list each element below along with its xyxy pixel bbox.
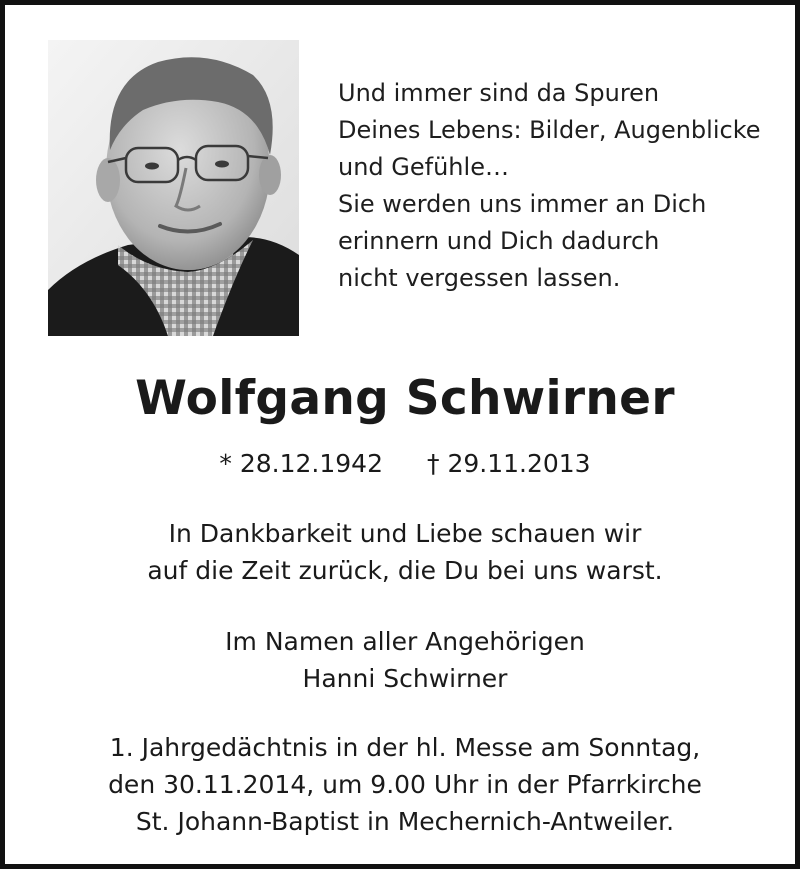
memorial-poem <box>338 75 778 297</box>
portrait-photo <box>48 40 299 336</box>
family-line: Im Namen aller Angehörigen <box>225 627 585 656</box>
life-dates <box>5 449 800 478</box>
mass-line: den 30.11.2014, um 9.00 Uhr in der Pfarrkirche <box>108 770 702 799</box>
birth-date: * 28.12.1942 <box>219 449 383 478</box>
poem-line: nicht vergessen lassen. <box>338 264 621 292</box>
memorial-mass-notice <box>5 729 800 840</box>
poem-line: erinnern und Dich dadurch <box>338 227 660 255</box>
gratitude-line: auf die Zeit zurück, die Du bei uns warst. <box>147 556 663 585</box>
poem-line: Sie werden uns immer an Dich <box>338 190 707 218</box>
deceased-name: Wolfgang Schwirner <box>135 371 675 426</box>
poem-line: und Gefühle… <box>338 153 509 181</box>
gratitude-text <box>5 515 800 589</box>
death-date: † 29.11.2013 <box>427 449 591 478</box>
family-signature <box>5 623 800 697</box>
poem-line: Und immer sind da Spuren <box>338 79 660 107</box>
family-line: Hanni Schwirner <box>302 664 508 693</box>
mass-line: 1. Jahrgedächtnis in der hl. Messe am Sonntag, <box>109 733 701 762</box>
mass-line: St. Johann-Baptist in Mechernich-Antweiler. <box>135 807 675 836</box>
poem-line: Deines Lebens: Bilder, Augenblicke <box>338 116 761 144</box>
gratitude-line: In Dankbarkeit und Liebe schauen wir <box>168 519 642 548</box>
